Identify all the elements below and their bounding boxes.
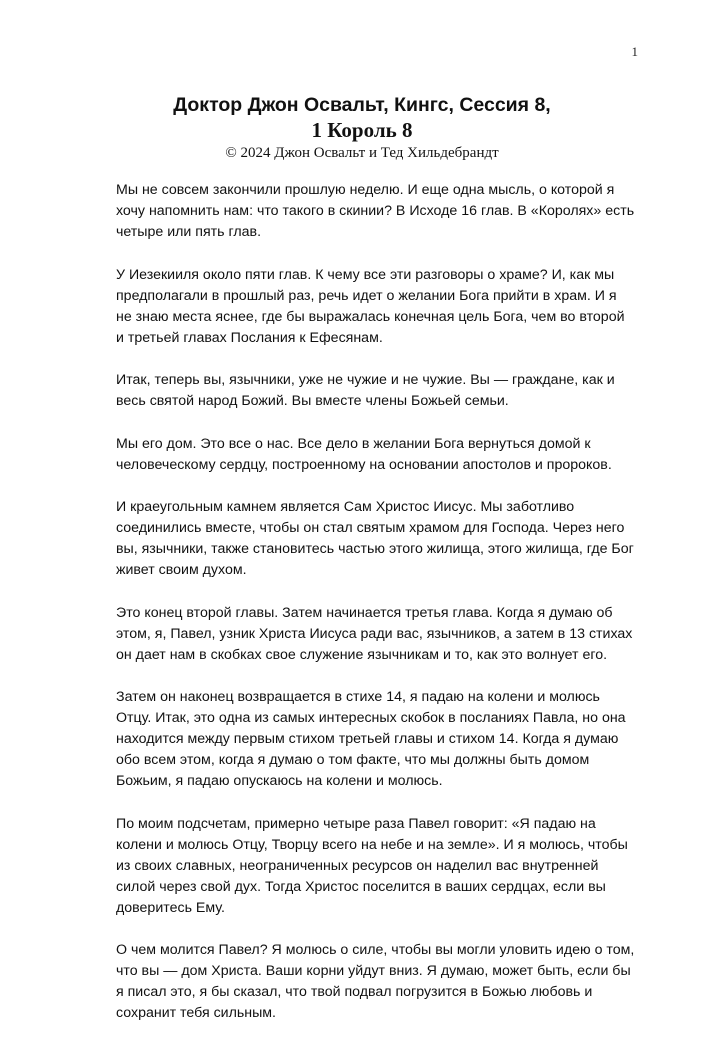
paragraph: Мы не совсем закончили прошлую неделю. И еще одна мысль, о которой я хочу напомнить нам: что такого в скинии? В Исходе 16 глав. В «Королях» есть четыре или пять глав. (116, 182, 635, 240)
copyright-line: © 2024 Джон Освальт и Тед Хильдебрандт (225, 145, 499, 161)
document-body (116, 180, 636, 1046)
paragraph: У Иезекииля около пяти глав. К чему все эти разговоры о храме? И, как мы предполагали в прошлый раз, речь идет о желании Бога прийти в храм. И я не знаю места яснее, где бы выражалась конечная цель Бога, чем во второй и третьей главах Послания к Ефесянам. (116, 266, 625, 346)
paragraph: О чем молится Павел? Я молюсь о силе, чтобы вы могли уловить идею о том, что вы — дом Христа. Ваши корни уйдут вниз. Я думаю, может быть, если бы я писал это, я бы сказал, что твой подвал погрузится в Божью любовь и сохранит тебя сильным. (116, 942, 635, 1021)
page-number: 1 (631, 44, 638, 59)
paragraph: Это конец второй главы. Затем начинается третья глава. Когда я думаю об этом, я, Павел, узник Христа Иисуса ради вас, язычников, а затем в 13 стихах он дает нам в скобках свое служение язычникам и то, как это волнует его. (116, 604, 633, 663)
paragraph: Итак, теперь вы, язычники, уже не чужие и не чужие. Вы — граждане, как и весь святой народ Божий. Вы вместе члены Божьей семьи. (116, 372, 615, 409)
paragraph: И краеугольным камнем является Сам Христос Иисус. Мы заботливо соединились вместе, чтобы он стал святым храмом для Господа. Через него вы, язычники, также становитесь частью этого жилища, этого жилища, где Бог живет своим духом. (116, 499, 634, 578)
paragraph: Мы его дом. Это все о нас. Все дело в желании Бога вернуться домой к человеческому сердцу, построенному на основании апостолов и пророков. (116, 435, 612, 473)
document-subtitle: 1 Король 8 (311, 118, 413, 142)
paragraph: Затем он наконец возвращается в стихе 14, я падаю на колени и молюсь Отцу. Итак, это одна из самых интересных скобок в посланиях Павла, но она находится между первым стихом третьей главы и стихом 14. Когда я думаю обо всем этом, когда я думаю о том факте, что мы должны быть домом Божьим, я падаю опускаюсь на колени и молюсь. (116, 689, 626, 789)
document-title: Доктор Джон Освальт, Кингс, Сессия 8, (173, 94, 551, 116)
document-header (0, 92, 724, 163)
paragraph: По моим подсчетам, примерно четыре раза Павел говорит: «Я падаю на колени и молюсь Отцу, Творцу всего на небе и на земле». И я молюсь, чтобы из своих славных, неограниченных ресурсов он наделил вас внутренней силой через свой дух. Тогда Христос поселится в ваших сердцах, если вы доверитесь Ему. (116, 815, 628, 916)
